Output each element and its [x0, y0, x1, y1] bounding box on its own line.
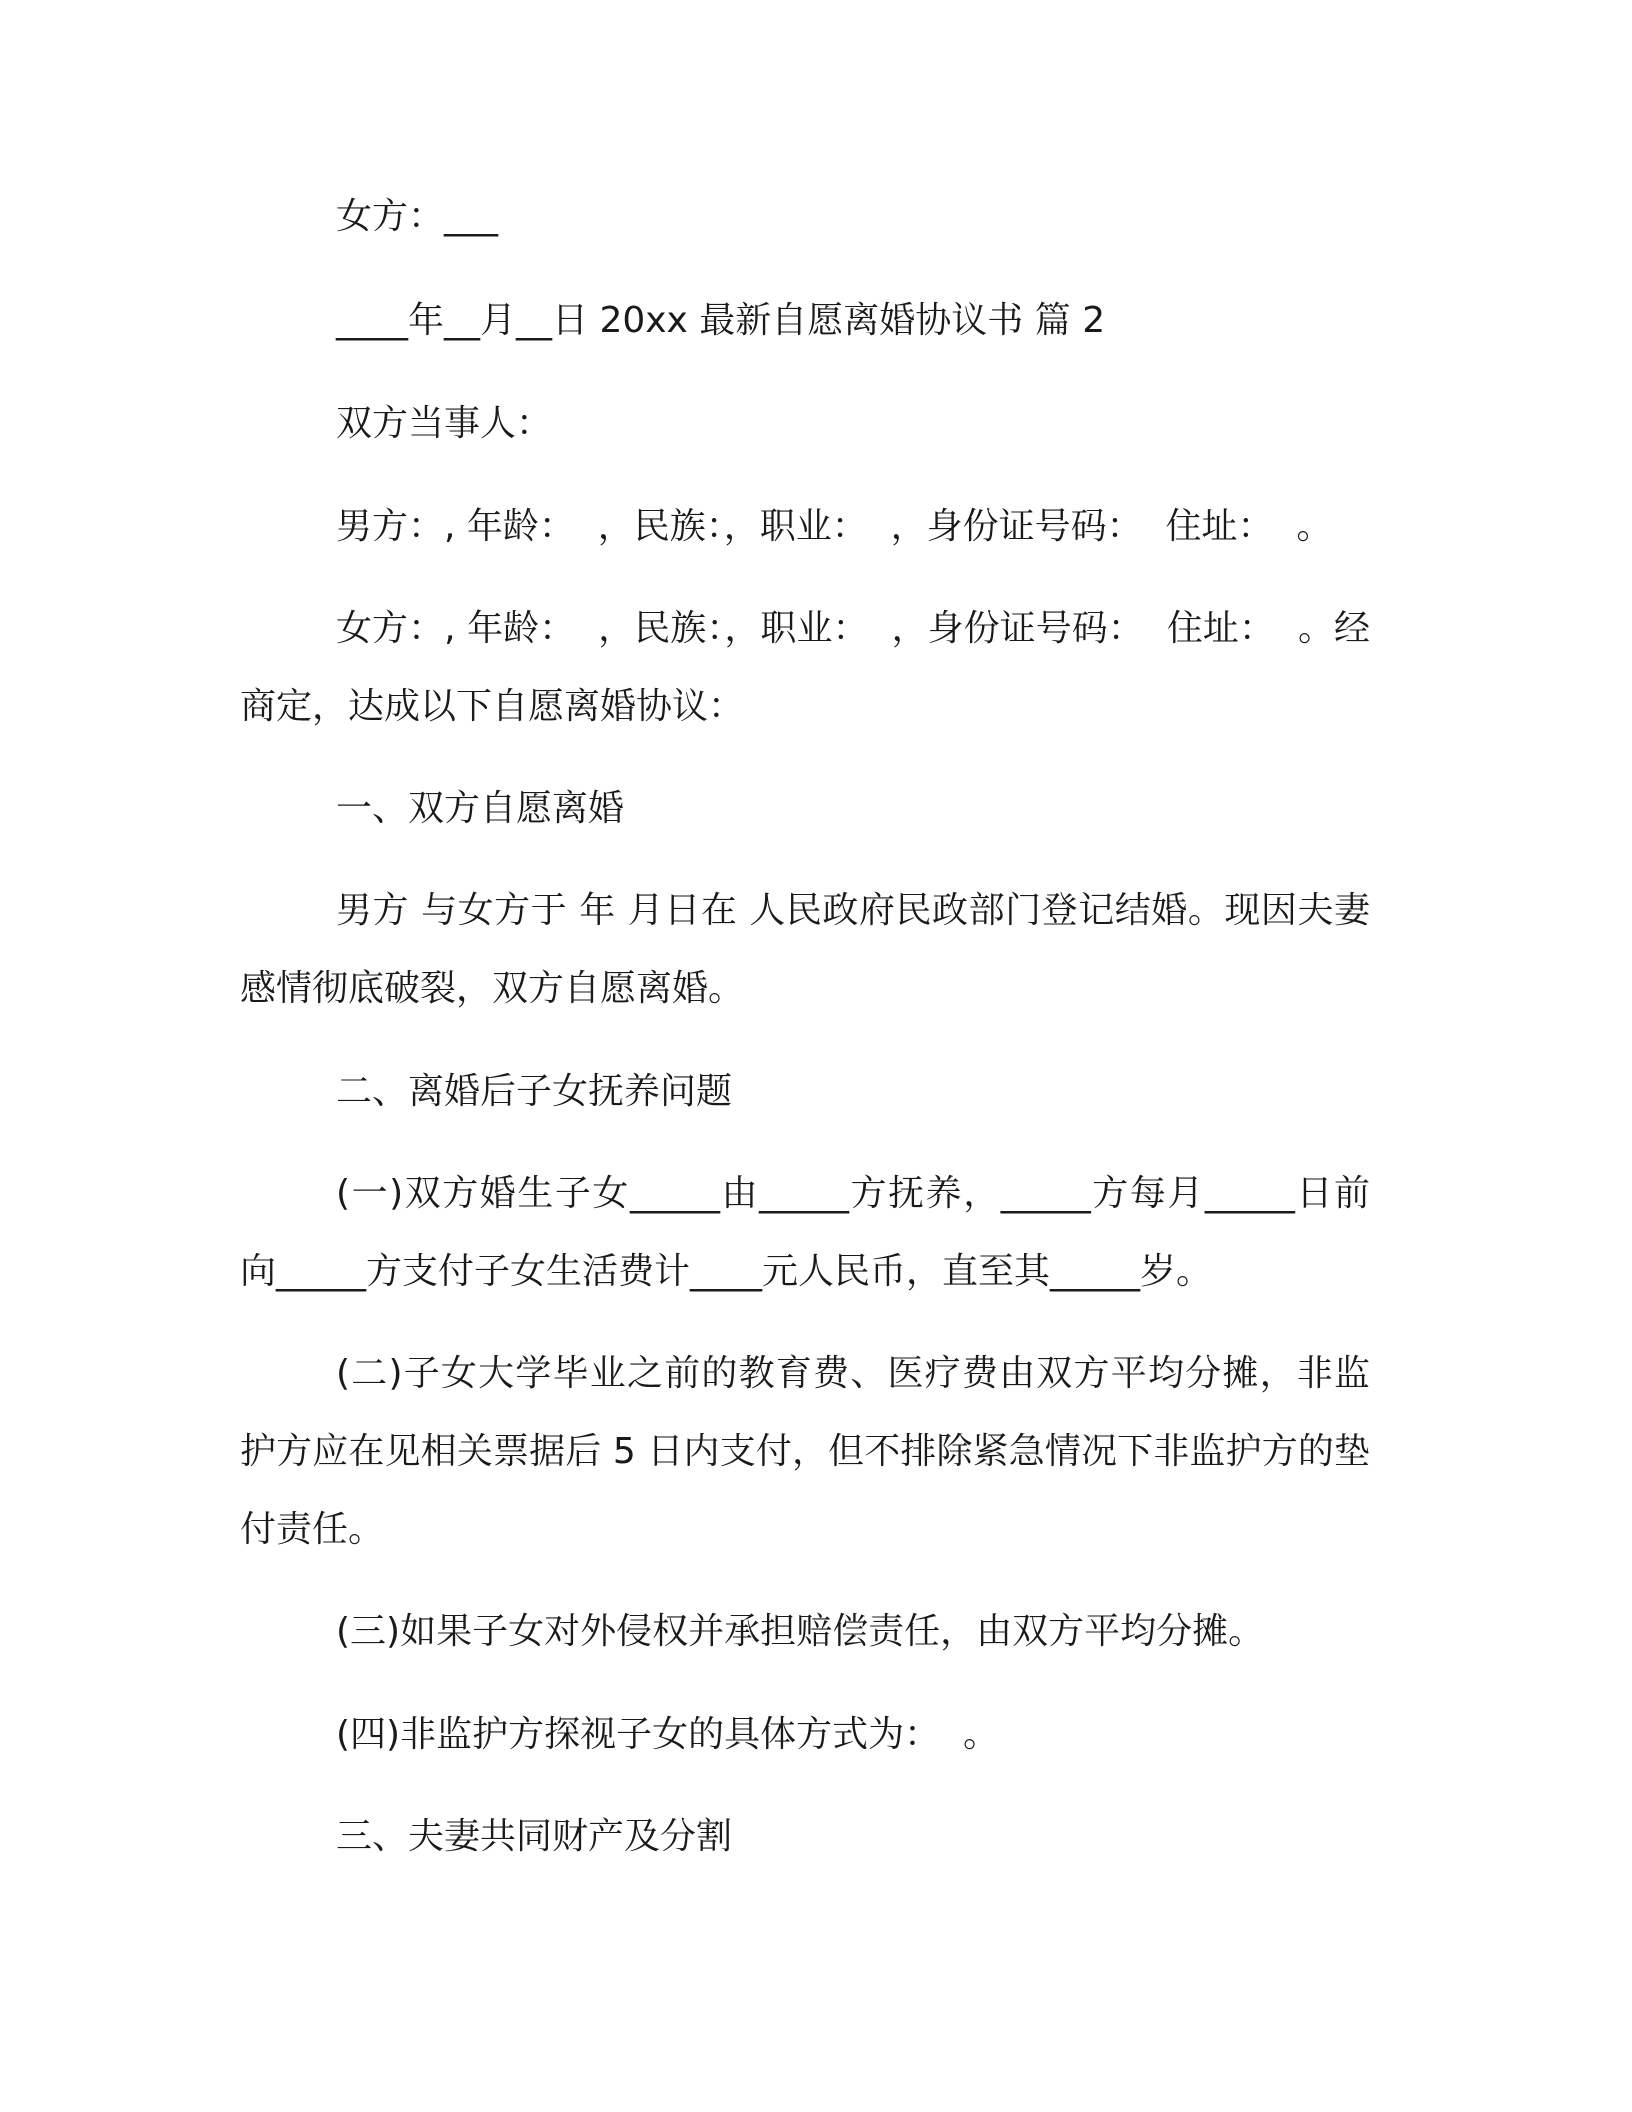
- date-title-line: ____年__月__日 20xx 最新自愿离婚协议书 篇 2: [336, 300, 1106, 341]
- male-party-info: 男方：, 年龄： ，民族：，职业： ，身份证号码： 住址： 。: [336, 506, 1333, 547]
- section-2-heading: 二、离婚后子女抚养问题: [336, 1071, 733, 1112]
- section-3-heading: 三、夫妻共同财产及分割: [336, 1816, 733, 1857]
- section-1-heading: 一、双方自愿离婚: [336, 788, 625, 829]
- female-party-info: 女方：, 年龄： ，民族：，职业： ，身份证号码： 住址： 。经商定，达成以下自愿离婚协议：: [240, 608, 1370, 727]
- clause-2-1: (一)双方婚生子女_____由_____方抚养，_____方每月_____日前向_____方支付子女生活费计____元人民币，直至其_____岁。: [240, 1173, 1370, 1292]
- clause-2-2: (二)子女大学毕业之前的教育费、医疗费由双方平均分摊，非监护方应在见相关票据后 5 日内支付，但不排除紧急情况下非监护方的垫付责任。: [240, 1353, 1370, 1550]
- signature-female-line: 女方：___: [336, 196, 499, 237]
- parties-heading: 双方当事人：: [336, 403, 553, 444]
- clause-2-3: (三)如果子女对外侵权并承担赔偿责任，由双方平均分摊。: [336, 1611, 1265, 1652]
- clause-2-4: (四)非监护方探视子女的具体方式为： 。: [336, 1714, 999, 1755]
- section-1-body: 男方 与女方于 年 月日在 人民政府民政部门登记结婚。现因夫妻感情彻底破裂，双方自愿离婚。: [240, 890, 1370, 1009]
